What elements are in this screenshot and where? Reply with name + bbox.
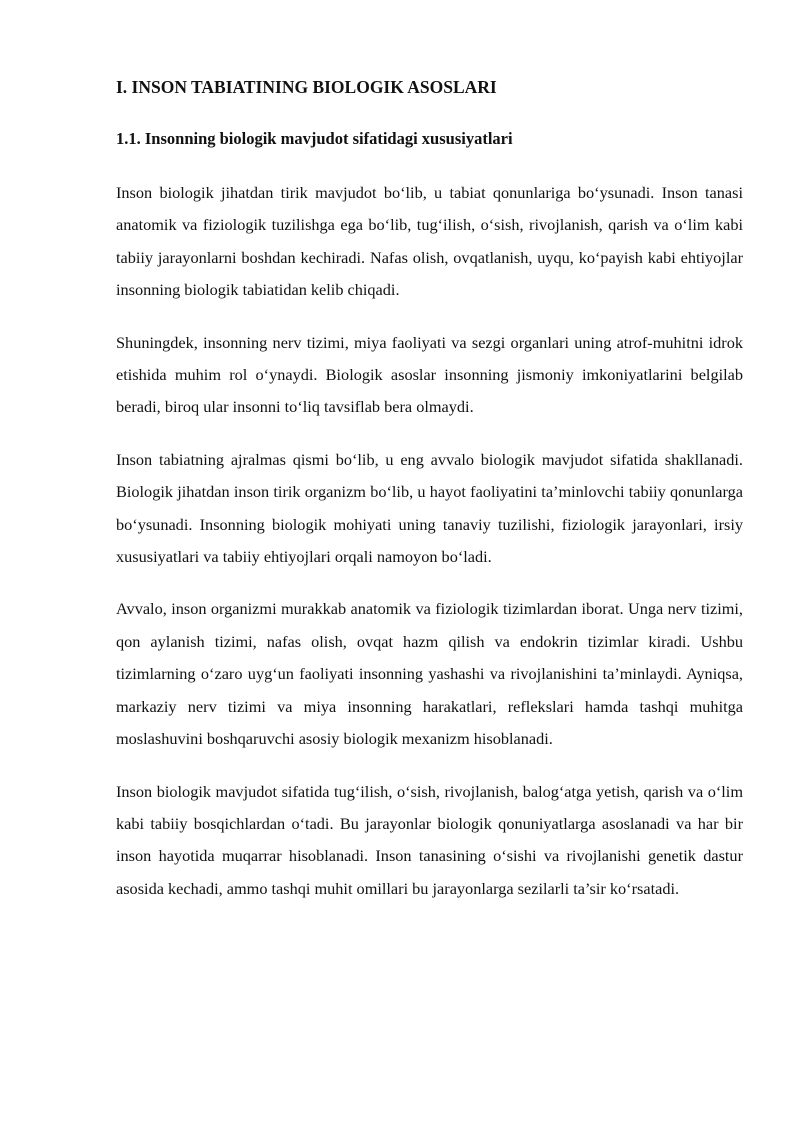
document-page — [116, 76, 743, 925]
paragraph-4: Avvalo, inson organizmi murakkab anatomik va fiziologik tizimlardan iborat. Unga nerv tizimi, qon aylanish tizimi, nafas olish, ovqat hazm qilish va endokrin tizimlar kiradi. Ushbu tizimlarning o‘zaro uyg‘un faoliyati insonning yashashi va rivojlanishini ta’minlaydi. Ayniqsa, markaziy nerv tizimi va miya insonning harakatlari, reflekslari hamda tashqi muhitga moslashuvini boshqaruvchi asosiy biologik mexanizm hisoblanadi. — [116, 599, 743, 749]
paragraph-5: Inson biologik mavjudot sifatida tug‘ilish, o‘sish, rivojlanish, balog‘atga yetish, qarish va o‘lim kabi tabiiy bosqichlardan o‘tadi. Bu jarayonlar biologik qonuniyatlarga asoslanadi va har bir inson hayotida muqarrar hisoblanadi. Inson tanasining o‘sishi va rivojlanishi genetik dastur asosida kechadi, ammo tashqi muhit omillari bu jarayonlarga sezilarli ta’sir ko‘rsatadi. — [116, 781, 743, 898]
paragraph-3: Inson tabiatning ajralmas qismi bo‘lib, u eng avvalo biologik mavjudot sifatida shakllanadi. Biologik jihatdan inson tirik organizm bo‘lib, u hayot faoliyatini ta’minlovchi tabiiy qonunlarga bo‘ysunadi. Insonning biologik mohiyati uning tanaviy tuzilishi, fiziologik jarayonlari, irsiy xususiyatlari va tabiiy ehtiyojlari orqali namoyon bo‘ladi. — [116, 449, 743, 567]
section-title: 1.1. Insonning biologik mavjudot sifatidagi xususiyatlari — [116, 129, 513, 148]
paragraph-1: Inson biologik jihatdan tirik mavjudot bo‘lib, u tabiat qonunlariga bo‘ysunadi. Inson tanasi anatomik va fiziologik tuzilishga ega bo‘lib, tug‘ilish, o‘sish, rivojlanish, qarish va o‘lim kabi tabiiy jarayonlarni boshdan kechiradi. Nafas olish, ovqatlanish, uyqu, ko‘payish kabi ehtiyojlar insonning biologik tabiatidan kelib chiqadi. — [116, 183, 743, 300]
chapter-title: I. INSON TABIATINING BIOLOGIK ASOSLARI — [116, 77, 497, 97]
paragraph-2: Shuningdek, insonning nerv tizimi, miya faoliyati va sezgi organlari uning atrof-muhitni idrok etishida muhim rol o‘ynaydi. Biologik asoslar insonning jismoniy imkoniyatlarini belgilab beradi, biroq ular insonni to‘liq tavsiflab bera olmaydi. — [116, 332, 743, 417]
